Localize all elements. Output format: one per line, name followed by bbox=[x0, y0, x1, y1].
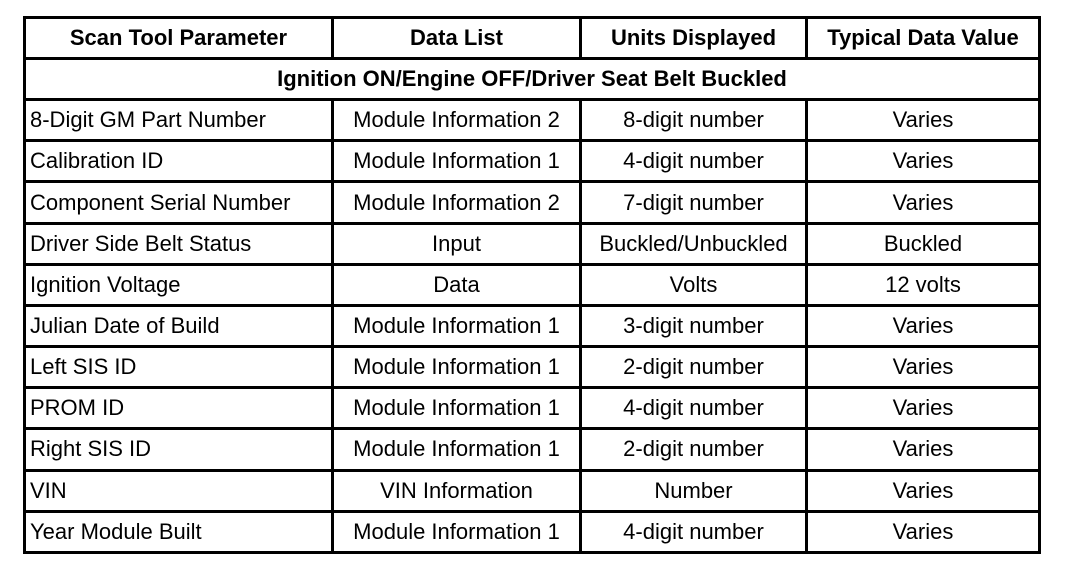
cell-typical-value: Varies bbox=[808, 307, 1038, 345]
table-row bbox=[26, 430, 1038, 468]
cell-typical-value: Varies bbox=[808, 513, 1038, 551]
cell-units: Number bbox=[582, 472, 805, 510]
cell-units: 2-digit number bbox=[582, 430, 805, 468]
header-data-list: Data List bbox=[334, 19, 579, 57]
cell-parameter: Driver Side Belt Status bbox=[26, 225, 331, 263]
cell-data-list: Module Information 1 bbox=[334, 389, 579, 427]
table-row bbox=[26, 472, 1038, 510]
cell-typical-value: Varies bbox=[808, 183, 1038, 221]
cell-typical-value: Buckled bbox=[808, 225, 1038, 263]
cell-units: 4-digit number bbox=[582, 142, 805, 180]
cell-typical-value: 12 volts bbox=[808, 266, 1038, 304]
cell-units: 7-digit number bbox=[582, 183, 805, 221]
cell-typical-value: Varies bbox=[808, 472, 1038, 510]
cell-units: 4-digit number bbox=[582, 389, 805, 427]
table-row bbox=[26, 307, 1038, 345]
cell-data-list: VIN Information bbox=[334, 472, 579, 510]
table-row bbox=[26, 225, 1038, 263]
cell-units: Volts bbox=[582, 266, 805, 304]
table-row bbox=[26, 513, 1038, 551]
cell-parameter: Component Serial Number bbox=[26, 183, 331, 221]
cell-data-list: Module Information 2 bbox=[334, 183, 579, 221]
section-title: Ignition ON/Engine OFF/Driver Seat Belt Buckled bbox=[26, 60, 1038, 98]
table-row bbox=[26, 101, 1038, 139]
header-row bbox=[26, 19, 1038, 57]
cell-parameter: Year Module Built bbox=[26, 513, 331, 551]
cell-parameter: Julian Date of Build bbox=[26, 307, 331, 345]
table-row bbox=[26, 266, 1038, 304]
header-scan-tool-parameter: Scan Tool Parameter bbox=[26, 19, 331, 57]
cell-typical-value: Varies bbox=[808, 142, 1038, 180]
cell-data-list: Module Information 2 bbox=[334, 101, 579, 139]
cell-data-list: Module Information 1 bbox=[334, 430, 579, 468]
cell-typical-value: Varies bbox=[808, 430, 1038, 468]
cell-parameter: PROM ID bbox=[26, 389, 331, 427]
cell-data-list: Module Information 1 bbox=[334, 348, 579, 386]
table-row bbox=[26, 142, 1038, 180]
header-typical-data-value: Typical Data Value bbox=[808, 19, 1038, 57]
cell-units: 4-digit number bbox=[582, 513, 805, 551]
table-row bbox=[26, 348, 1038, 386]
cell-data-list: Module Information 1 bbox=[334, 142, 579, 180]
cell-data-list: Module Information 1 bbox=[334, 513, 579, 551]
header-units-displayed: Units Displayed bbox=[582, 19, 805, 57]
cell-parameter: Left SIS ID bbox=[26, 348, 331, 386]
cell-units: 2-digit number bbox=[582, 348, 805, 386]
cell-units: Buckled/Unbuckled bbox=[582, 225, 805, 263]
cell-parameter: VIN bbox=[26, 472, 331, 510]
data-table-frame bbox=[23, 16, 1041, 554]
cell-data-list: Module Information 1 bbox=[334, 307, 579, 345]
cell-parameter: Calibration ID bbox=[26, 142, 331, 180]
cell-typical-value: Varies bbox=[808, 348, 1038, 386]
cell-parameter: 8-Digit GM Part Number bbox=[26, 101, 331, 139]
cell-units: 8-digit number bbox=[582, 101, 805, 139]
cell-units: 3-digit number bbox=[582, 307, 805, 345]
section-row bbox=[26, 60, 1038, 98]
table-row bbox=[26, 389, 1038, 427]
cell-data-list: Data bbox=[334, 266, 579, 304]
cell-typical-value: Varies bbox=[808, 101, 1038, 139]
cell-parameter: Ignition Voltage bbox=[26, 266, 331, 304]
cell-typical-value: Varies bbox=[808, 389, 1038, 427]
cell-parameter: Right SIS ID bbox=[26, 430, 331, 468]
table-row bbox=[26, 183, 1038, 221]
cell-data-list: Input bbox=[334, 225, 579, 263]
scan-tool-data-table bbox=[23, 16, 1041, 554]
